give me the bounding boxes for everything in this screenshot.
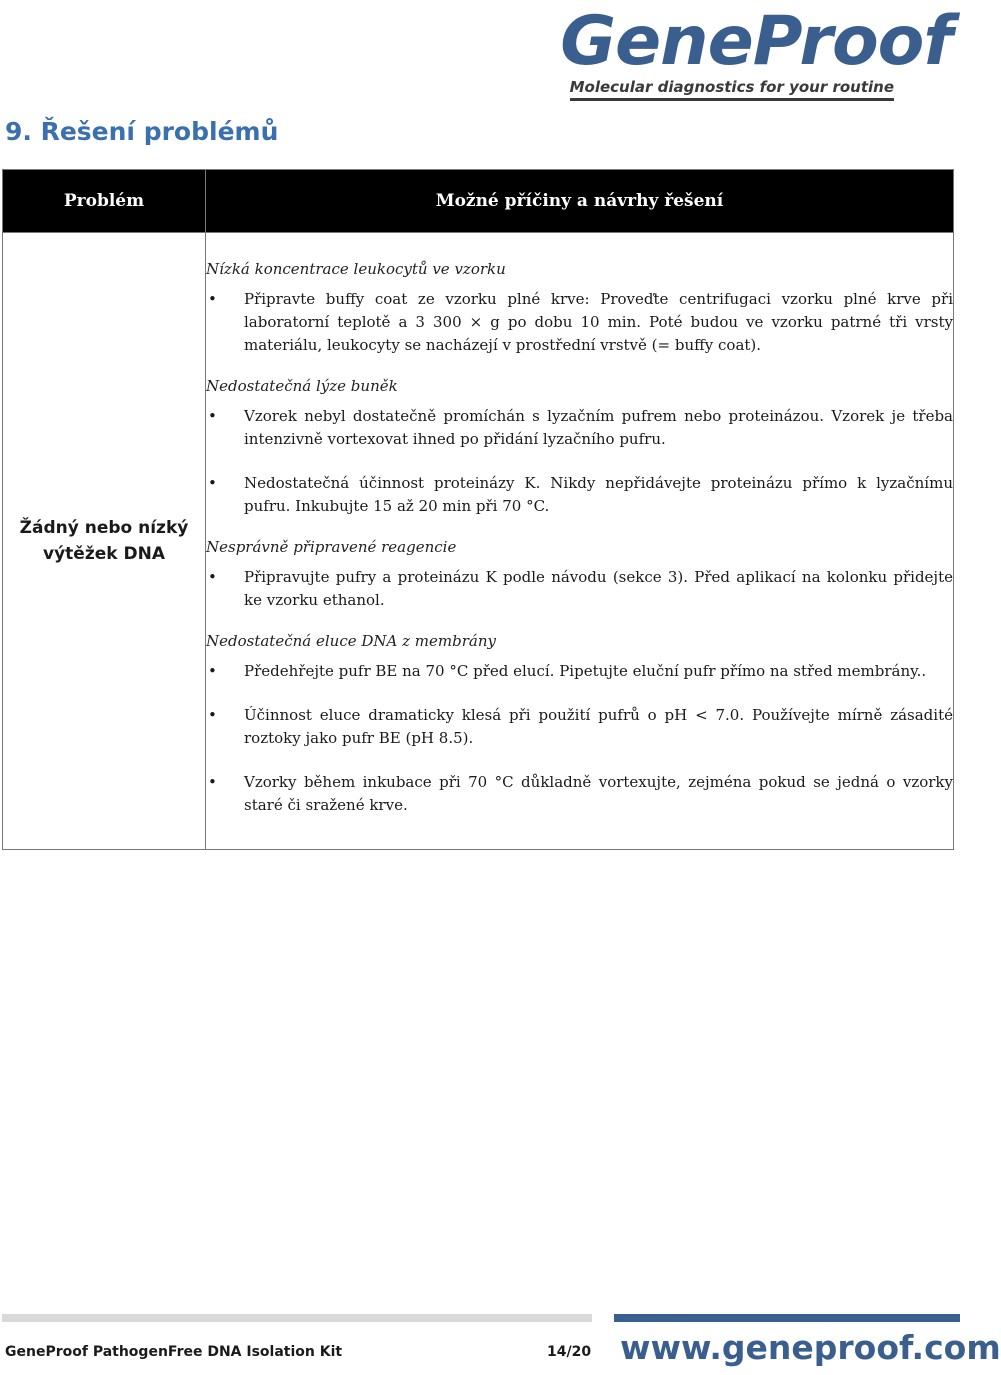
solutions-cell: [206, 233, 954, 850]
bullet-list: [206, 288, 953, 357]
list-item: • Vzorky během inkubace při 70 °C důkladně vortexujte, zejména pokud se jedná o vzorky staré či sražené krve.: [206, 771, 953, 817]
bullet-list: [206, 405, 953, 518]
list-item: • Nedostatečná účinnost proteinázy K. Nikdy nepřidávejte proteinázu přímo k lyzačnímu pufru. Inkubujte 15 až 20 min při 70 °C.: [206, 472, 953, 518]
problem-text: Žádný nebo nízký výtěžek DNA: [19, 518, 189, 564]
troubleshooting-table: [2, 169, 954, 850]
logo-tagline: Molecular diagnostics for your routine: [569, 78, 894, 96]
problem-cell: [3, 233, 206, 850]
footer-divider-gray: [2, 1314, 592, 1322]
header-solutions: Možné příčiny a návrhy řešení: [206, 170, 954, 233]
bullet-list: [206, 566, 953, 612]
list-item: • Předehřejte pufr BE na 70 °C před elucí. Pipetujte eluční pufr přímo na střed membrány..: [206, 660, 953, 683]
footer-divider-blue: [614, 1314, 960, 1322]
footer-page-number: 14/20: [547, 1344, 592, 1360]
table-row: [3, 233, 954, 850]
logo-word-proof: Proof: [752, 2, 952, 81]
table-header-row: [3, 170, 954, 233]
footer-website-link[interactable]: www.geneproof.com: [620, 1328, 1001, 1367]
list-item: • Připravujte pufry a proteinázu K podle návodu (sekce 3). Před aplikací na kolonku přidejte ke vzorku ethanol.: [206, 566, 953, 612]
bullet-list: [206, 660, 953, 817]
list-item: • Připravte buffy coat ze vzorku plné krve: Proveďte centrifugaci vzorku plné krve při laboratorní teplotě a 3 300 × g po dobu 10 min. Poté budou ve vzorku patrné tři vrsty materiálu, leukocyty se nacházejí v prostřední vrstvě (= buffy coat).: [206, 288, 953, 357]
subheading-reagents: Nesprávně připravené reagencie: [206, 537, 457, 556]
section-title: 9. Řešení problémů: [5, 117, 279, 146]
subheading-low-leukocytes: Nízká koncentrace leukocytů ve vzorku: [206, 259, 506, 278]
subheading-cell-lysis: Nedostatečná lýze buněk: [206, 376, 398, 395]
geneproof-logo: [542, 2, 952, 102]
logo-word-gene: Gene: [560, 2, 753, 81]
header-problem: Problém: [3, 170, 206, 233]
list-item: • Účinnost eluce dramaticky klesá při použití pufrů o pH < 7.0. Používejte mírně zásadité roztoky jako pufr BE (pH 8.5).: [206, 704, 953, 750]
logo-wordmark: [560, 2, 952, 82]
subheading-elution: Nedostatečná eluce DNA z membrány: [206, 631, 496, 650]
list-item: • Vzorek nebyl dostatečně promíchán s lyzačním pufrem nebo proteinázou. Vzorek je třeba intenzivně vortexovat ihned po přidání lyzačního pufru.: [206, 405, 953, 451]
footer-kit-name: GeneProof PathogenFree DNA Isolation Kit: [5, 1344, 343, 1360]
